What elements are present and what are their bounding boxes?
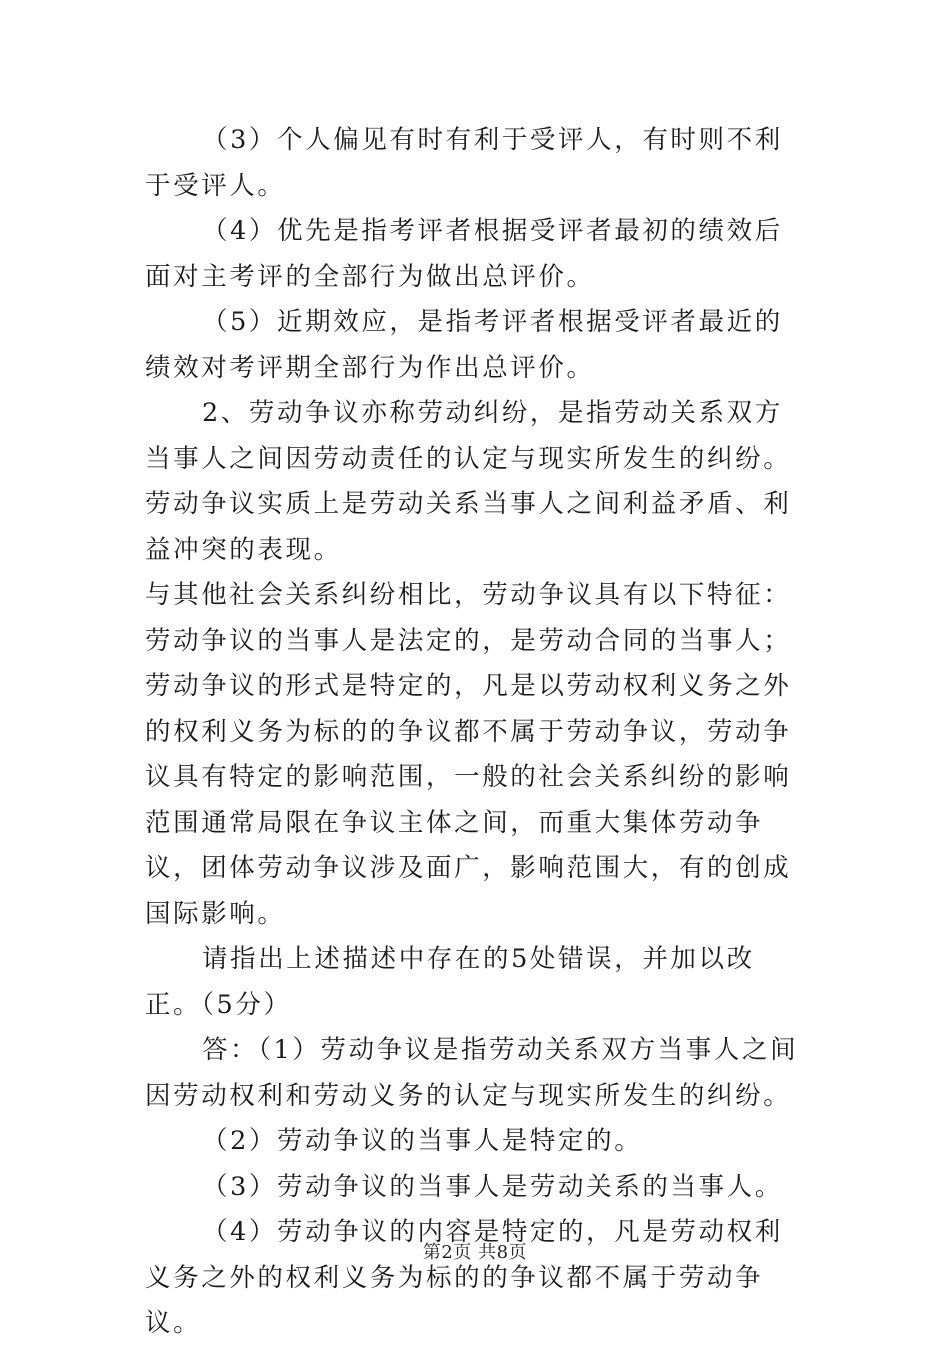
paragraph-recency: （5）近期效应，是指考评者根据受评者最近的绩效对考评期全部行为作出总评价。 [145,307,783,383]
paragraph-answer-3: （3）劳动争议的当事人是劳动关系的当事人。 [202,1171,783,1202]
paragraph-dispute-definition: 2、劳动争议亦称劳动纠纷，是指劳动关系双方当事人之间因劳动责任的认定与现实所发生的纠纷。劳动争议实质上是劳动关系当事人之间利益矛盾、利益冲突的表现。 [145,398,792,565]
paragraph-bias: （3）个人偏见有时有利于受评人，有时则不利于受评人。 [145,125,783,201]
paragraph-dispute-features: 与其他社会关系纠纷相比，劳动争议具有以下特征：劳动争议的当事人是法定的，是劳动合同的当事人；劳动争议的形式是特定的，凡是以劳动权利义务之外的权利义务为标的的争议都不属于劳动争议，劳动争议具有特定的影响范围，一般的社会关系纠纷的影响范围通常局限在争议主体之间，而重大集体劳动争议，团体劳动争议涉及面广，影响范围大，有的创成国际影响。 [145,580,792,929]
paragraph-question: 请指出上述描述中存在的5处错误，并加以改正。（5分） [145,944,755,1020]
paragraph-primacy: （4）优先是指考评者根据受评者最初的绩效后面对主考评的全部行为做出总评价。 [145,216,783,292]
document-body [145,118,810,1347]
paragraph-answer-2: （2）劳动争议的当事人是特定的。 [202,1126,643,1156]
paragraph-answer-1: 答：（1）劳动争议是指劳动关系双方当事人之间因劳动权利和劳动义务的认定与现实所发生的纠纷。 [145,1035,799,1111]
page-number-footer: 第2页 共8页 [422,1242,528,1263]
paragraph-answer-4: （4）劳动争议的内容是特定的，凡是劳动权利义务之外的权利义务为标的的争议都不属于劳动争议。 [145,1217,783,1338]
